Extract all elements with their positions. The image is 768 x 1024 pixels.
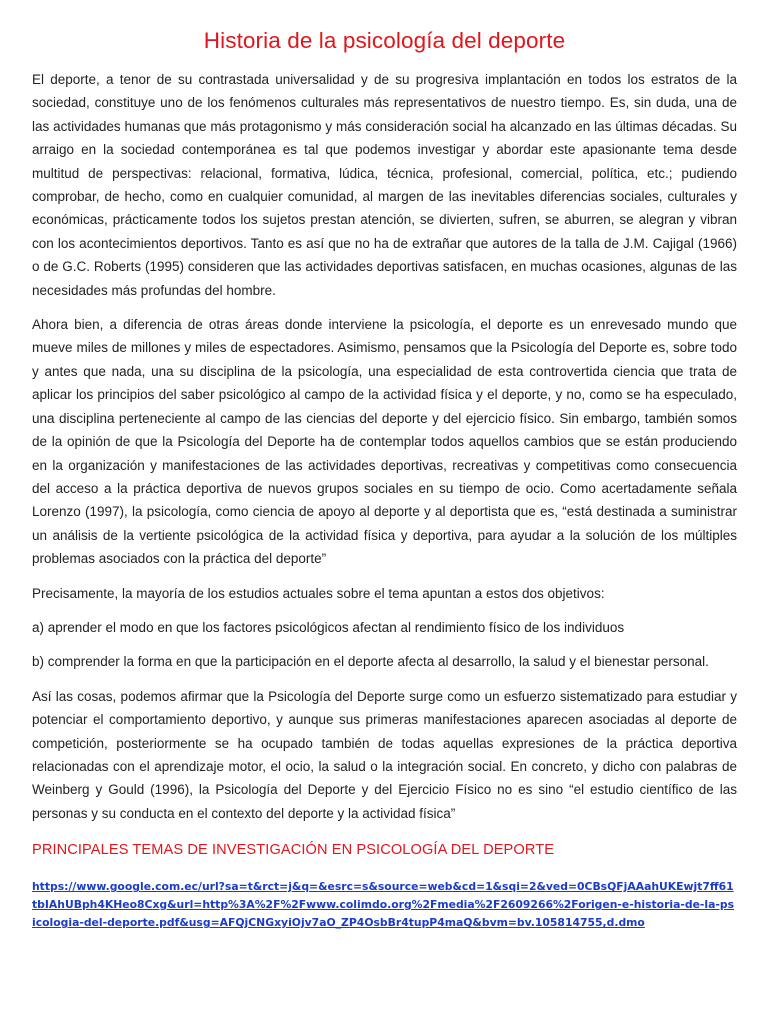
paragraph-objectives-intro: Precisamente, la mayoría de los estudios actuales sobre el tema apuntan a estos dos objetivos: <box>32 585 605 601</box>
paragraph-conclusion: Así las cosas, podemos afirmar que la Psicología del Deporte surge como un esfuerzo sistematizado para estudiar y potenciar el comportamiento deportivo, y aunque sus primeras manifestaciones aparecen asociadas al deporte de competición, posteriormente se ha ocupado también de todas aquellas expresiones de la práctica deportiva relacionadas con el aprendizaje motor, el ocio, la salud o la integración social. En concreto, y dicho con palabras de Weinberg y Gould (1996), la Psicología del Deporte y del Ejercicio Físico no es sino “el estudio científico de las personas y su conducta en el contexto del deporte y la actividad física” <box>32 688 737 821</box>
page-title: Historia de la psicología del deporte <box>203 28 566 53</box>
objective-a: a) aprender el modo en que los factores psicológicos afectan al rendimiento físico de los individuos <box>32 619 625 635</box>
section-heading: PRINCIPALES TEMAS DE INVESTIGACIÓN EN PSICOLOGÍA DEL DEPORTE <box>32 842 555 859</box>
source-link[interactable]: https://www.google.com.ec/url?sa=t&rct=j&q=&esrc=s&source=web&cd=1&sqi=2&ved=0CBsQFjAAahUKEwjt7ff61tbIAhUBph4KHeo8Cxg&url=http%3A%2F%2Fwww.colimdo.org%2Fmedia%2F2609266%2Forigen-e-historia-de-la-psicologia-del-deporte.pdf&usg=AFQjCNGxyiOjv7aO_ZP4OsbBr4tupP4maQ&bvm=bv.105814755,d.dmo <box>32 880 735 930</box>
paragraph-intro: El deporte, a tenor de su contrastada universalidad y de su progresiva implantación en todos los estratos de la sociedad, constituye uno de los fenómenos culturales más representativos de nuestro tiempo. Es, sin duda, una de las actividades humanas que más protagonismo y más consideración social ha alcanzado en las últimas décadas. Su arraigo en la sociedad contemporánea es tal que podemos investigar y abordar este apasionante tema desde multitud de perspectivas: relacional, formativa, lúdica, técnica, profesional, comercial, política, etc.; pudiendo comprobar, de hecho, como en cualquier comunidad, al margen de las inevitables diferencias sociales, culturales y económicas, prácticamente todos los sujetos prestan atención, se divierten, sufren, se aburren, se alegran y vibran con los acontecimientos deportivos. Tanto es así que no ha de extrañar que autores de la talla de J.M. Cajigal (1966) o de G.C. Roberts (1995) consideren que las actividades deportivas satisfacen, en muchas ocasiones, algunas de las necesidades más profundas del hombre. <box>32 72 737 298</box>
objective-b: b) comprender la forma en que la participación en el deporte afecta al desarrollo, la salud y el bienestar personal. <box>32 654 709 670</box>
paragraph-psychology: Ahora bien, a diferencia de otras áreas donde interviene la psicología, el deporte es un enrevesado mundo que mueve miles de millones y miles de espectadores. Asimismo, pensamos que la Psicología del Deporte es, sobre todo y antes que nada, una su disciplina de la psicología, una especialidad de esta controvertida ciencia que trata de aplicar los principios del saber psicológico al campo de la actividad física y el deporte, y no, como se ha especulado, una disciplina perteneciente al campo de las ciencias del deporte y del ejercicio físico. Sin embargo, también somos de la opinión de que la Psicología del Deporte ha de contemplar todos aquellos cambios que se están produciendo en la organización y manifestaciones de las actividades deportivas, recreativas y competitivas como consecuencia del acceso a la práctica deportiva de nuevos grupos sociales en su tiempo de ocio. Como acertadamente señala Lorenzo (1997), la psicología, como ciencia de apoyo al deporte y al deportista que es, “está destinada a suministrar un análisis de la vertiente psicológica de la actividad física y deportiva, para ayudar a la solución de los múltiples problemas asociados con la práctica del deporte” <box>32 317 737 567</box>
